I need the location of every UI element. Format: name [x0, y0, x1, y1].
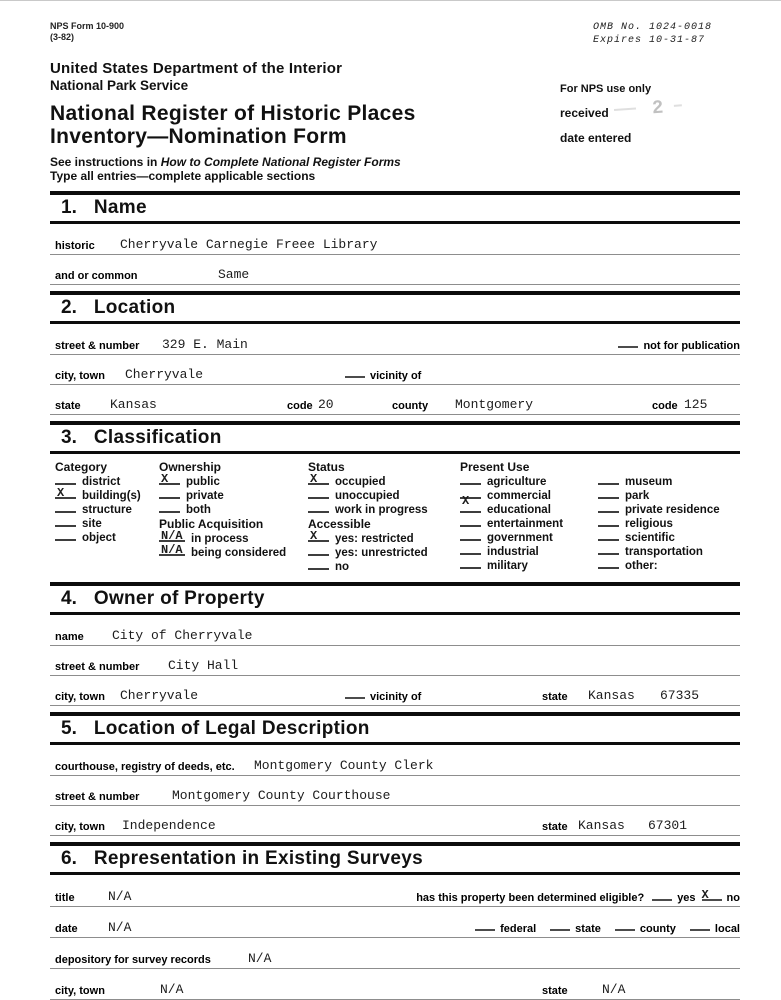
survey-title-label: title — [55, 891, 75, 904]
section-6-title: Representation in Existing Surveys — [93, 847, 423, 869]
local-blank — [690, 929, 710, 931]
survey-state-label: state — [542, 984, 568, 997]
survey-city-label: city, town — [55, 984, 105, 997]
owner-state-value: Kansas — [588, 687, 635, 703]
city-town-value: Cherryvale — [125, 366, 204, 382]
ownership-column — [159, 460, 308, 574]
checkbox-both: both — [159, 503, 308, 517]
checkbox-military: military — [460, 559, 598, 573]
nps-use-only-box — [560, 83, 745, 145]
courthouse-value: Montgomery County Clerk — [254, 757, 434, 773]
survey-date-label: date — [55, 922, 78, 935]
field-historic-name — [50, 237, 740, 255]
section-1-number: 1. — [61, 196, 77, 218]
checkbox-yes-unrestricted: yes: unrestricted — [308, 546, 460, 560]
checkbox-religious: religious — [598, 517, 740, 531]
section-6-heading — [50, 842, 740, 875]
legal-state-value: Kansas — [578, 817, 625, 833]
not-for-publication-blank — [618, 346, 638, 348]
county-level-label: county — [639, 922, 676, 935]
form-number-block — [50, 21, 124, 44]
checkbox-scientific: scientific — [598, 531, 740, 545]
checkbox-park: park — [598, 489, 740, 503]
field-legal-street — [50, 788, 740, 806]
field-survey-date — [50, 920, 740, 938]
checkbox-museum: museum — [598, 475, 740, 489]
historic-label: historic — [55, 239, 95, 252]
instructions-line2: Type all entries—complete applicable sections — [50, 169, 316, 184]
state-code-label: code — [287, 399, 313, 412]
in-process-blank: N/A — [159, 532, 185, 542]
other-blank — [598, 559, 619, 569]
section-5-heading — [50, 712, 740, 745]
legal-street-value: Montgomery County Courthouse — [172, 787, 391, 803]
eligible-group — [416, 887, 740, 904]
field-owner-city — [50, 688, 740, 706]
public-acquisition-header: Public Acquisition — [159, 516, 264, 531]
occupied-blank: X — [308, 475, 329, 485]
section-5-number: 5. — [61, 717, 77, 739]
owner-vicinity-group — [345, 691, 421, 703]
private-residence-blank — [598, 503, 619, 513]
yes-restricted-blank: X — [308, 532, 329, 542]
page-title-line1: National Register of Historic Places — [50, 102, 416, 125]
scientific-blank — [598, 531, 619, 541]
military-blank — [460, 559, 481, 569]
checkbox-government: government — [460, 531, 598, 545]
eligible-no-label: no — [726, 891, 740, 904]
checkbox-in-process: N/A in process — [161, 528, 249, 545]
section-1-title: Name — [93, 196, 147, 218]
survey-title-value: N/A — [108, 888, 132, 904]
not-for-publication-group — [618, 340, 740, 352]
street-number-value: 329 E. Main — [162, 336, 248, 352]
county-blank — [615, 929, 635, 931]
state-level-label: state — [575, 922, 601, 935]
owner-street-value: City Hall — [168, 657, 239, 673]
owner-city-label: city, town — [55, 690, 105, 703]
legal-city-value: Independence — [122, 817, 216, 833]
federal-label: federal — [500, 922, 537, 935]
field-owner-name — [50, 628, 740, 646]
instructions-line1 — [50, 155, 740, 169]
owner-zip-value: 67335 — [660, 687, 700, 703]
historic-value: Cherryvale Carnegie Freee Library — [120, 236, 378, 252]
checkbox-occupied: X occupied — [310, 471, 386, 488]
park-blank — [598, 489, 619, 499]
field-state-county — [50, 397, 740, 415]
state-value: Kansas — [110, 396, 157, 412]
transportation-blank — [598, 545, 619, 555]
vicinity-group — [345, 370, 421, 382]
depository-label: depository for survey records — [55, 953, 211, 966]
district-blank — [55, 475, 76, 485]
field-survey-city — [50, 982, 740, 1000]
eligible-question: has this property been determined eligible? — [416, 891, 645, 904]
religious-blank — [598, 517, 619, 527]
form-number: NPS Form 10-900 — [50, 21, 125, 31]
museum-blank — [598, 475, 619, 485]
state-code-value: 20 — [318, 396, 334, 412]
field-depository — [50, 951, 740, 969]
county-label: county — [392, 399, 429, 412]
page-title-line2: Inventory—Nomination Form — [50, 125, 347, 149]
survey-city-value: N/A — [160, 981, 184, 997]
county-code-value: 125 — [684, 396, 708, 412]
checkbox-being-considered: N/A being considered — [161, 542, 287, 559]
city-town-label: city, town — [55, 369, 105, 382]
section-4-title: Owner of Property — [93, 587, 265, 609]
checkbox-structure: structure — [55, 503, 159, 517]
being-considered-blank: N/A — [159, 546, 185, 556]
county-value: Montgomery — [455, 396, 534, 412]
agriculture-blank — [460, 475, 481, 485]
depository-value: N/A — [248, 950, 272, 966]
legal-city-label: city, town — [55, 820, 105, 833]
field-common-name — [50, 267, 740, 285]
omb-number: OMB No. 1024-0018 — [592, 22, 712, 33]
work-in-progress-blank — [308, 503, 329, 513]
section-5-title: Location of Legal Description — [93, 717, 370, 739]
survey-state-value: N/A — [602, 981, 626, 997]
section-3-heading — [50, 421, 740, 454]
instructions — [50, 155, 740, 183]
checkbox-no: no — [308, 560, 460, 574]
omb-block — [593, 21, 712, 47]
section-2-number: 2. — [61, 296, 77, 318]
checkbox-object: object — [55, 531, 159, 545]
state-blank — [550, 929, 570, 931]
field-city-town — [50, 367, 740, 385]
present-use-header: Present Use — [460, 459, 530, 474]
checkbox-yes-restricted: X yes: restricted — [310, 528, 414, 545]
eligible-yes-blank — [652, 890, 672, 901]
not-for-publication-label: not for publication — [643, 339, 740, 352]
yes-unrestricted-blank — [308, 546, 329, 556]
ownership-header: Ownership — [159, 459, 222, 474]
section-3-title: Classification — [93, 426, 222, 448]
educational-blank: X — [460, 503, 481, 513]
survey-level-group — [475, 923, 740, 935]
eligible-no-blank: X — [702, 890, 722, 901]
legal-street-label: street & number — [55, 790, 140, 803]
both-blank — [159, 503, 180, 513]
courthouse-label: courthouse, registry of deeds, etc. — [55, 760, 235, 773]
legal-state-label: state — [542, 820, 568, 833]
checkbox-entertainment: entertainment — [460, 517, 598, 531]
accessible-header: Accessible — [308, 516, 371, 531]
field-courthouse — [50, 758, 740, 776]
common-name-value: Same — [218, 266, 250, 282]
checkbox-educational: X educational — [462, 493, 551, 516]
private-blank — [159, 489, 180, 499]
checkbox-public: X public — [161, 471, 220, 488]
instructions-prefix: See instructions in — [50, 155, 161, 170]
owner-name-label: name — [55, 630, 84, 643]
eligible-yes-label: yes — [677, 891, 696, 904]
buildings-blank: X — [55, 489, 76, 499]
section-4-number: 4. — [61, 587, 77, 609]
no-blank — [308, 560, 329, 570]
government-blank — [460, 531, 481, 541]
header-top — [50, 21, 740, 47]
checkbox-commercial: commercial — [460, 489, 598, 503]
vicinity-label: vicinity of — [370, 369, 422, 382]
owner-vicinity-label: vicinity of — [370, 690, 422, 703]
section-6-number: 6. — [61, 847, 77, 869]
local-label: local — [714, 922, 740, 935]
field-street-number — [50, 337, 740, 355]
checkbox-private-residence: private residence — [598, 503, 740, 517]
vicinity-blank — [345, 376, 365, 378]
public-blank: X — [159, 475, 180, 485]
checkbox-district: district — [55, 475, 159, 489]
agency-service: National Park Service — [50, 78, 189, 93]
classification-grid — [50, 454, 740, 582]
section-2-title: Location — [93, 296, 176, 318]
agency-department: United States Department of the Interior — [50, 60, 343, 77]
owner-city-value: Cherryvale — [120, 687, 199, 703]
checkbox-buildings: X building(s) — [57, 485, 141, 502]
omb-expires: Expires 10-31-87 — [592, 35, 705, 46]
survey-date-value: N/A — [108, 919, 132, 935]
section-1-heading — [50, 191, 740, 224]
legal-zip-value: 67301 — [648, 817, 688, 833]
unoccupied-blank — [308, 489, 329, 499]
page-title — [50, 102, 550, 148]
section-3-number: 3. — [61, 426, 77, 448]
checkbox-work-in-progress: work in progress — [308, 503, 460, 517]
owner-street-label: street & number — [55, 660, 140, 673]
category-header: Category — [55, 459, 108, 474]
owner-vicinity-blank — [345, 697, 365, 699]
federal-blank — [475, 929, 495, 931]
street-number-label: street & number — [55, 339, 140, 352]
received-stamp: 2 — [651, 96, 665, 120]
checkbox-transportation: transportation — [598, 545, 740, 559]
category-column — [55, 460, 159, 574]
field-survey-title — [50, 889, 740, 907]
section-4-heading — [50, 582, 740, 615]
object-blank — [55, 531, 76, 541]
section-2-heading — [50, 291, 740, 324]
county-code-label: code — [652, 399, 678, 412]
form-revision: (3-82) — [50, 32, 75, 43]
status-column — [308, 460, 460, 574]
state-label: state — [55, 399, 81, 412]
instructions-manual-title: How to Complete National Register Forms — [160, 155, 401, 170]
entertainment-blank — [460, 517, 481, 527]
checkbox-agriculture: agriculture — [460, 475, 598, 489]
date-entered-label: date entered — [560, 131, 632, 145]
field-legal-city — [50, 818, 740, 836]
structure-blank — [55, 503, 76, 513]
present-use-column — [460, 460, 740, 574]
checkbox-site: site — [55, 517, 159, 531]
nps-use-only-label: For NPS use only — [560, 83, 652, 95]
present-use-col2 — [598, 475, 740, 573]
checkbox-other: other: — [598, 559, 740, 573]
common-name-label: and or common — [55, 269, 138, 282]
checkbox-unoccupied: unoccupied — [308, 489, 460, 503]
received-label: received — [560, 106, 609, 120]
owner-state-label: state — [542, 690, 568, 703]
checkbox-private: private — [159, 489, 308, 503]
field-owner-street — [50, 658, 740, 676]
present-use-col1 — [460, 475, 598, 573]
owner-name-value: City of Cherryvale — [112, 627, 253, 643]
status-header: Status — [308, 459, 345, 474]
checkbox-industrial: industrial — [460, 545, 598, 559]
site-blank — [55, 517, 76, 527]
industrial-blank — [460, 545, 481, 555]
